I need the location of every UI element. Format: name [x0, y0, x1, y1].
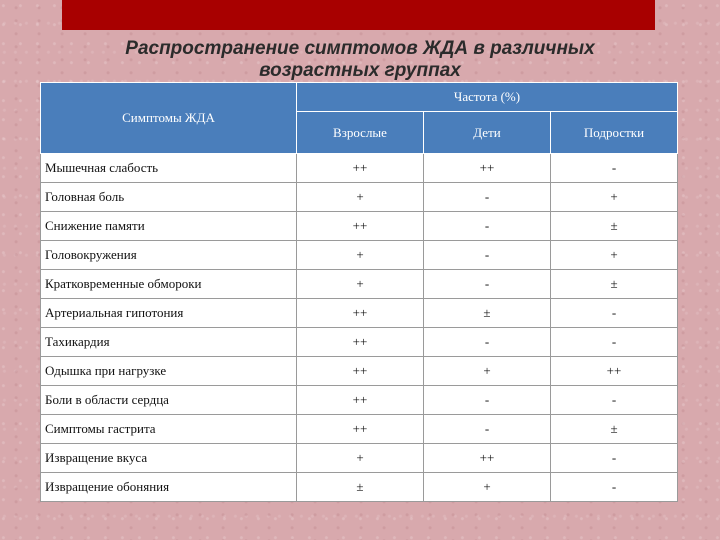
top-accent-bar: [62, 0, 655, 30]
symptoms-table-container: [40, 82, 678, 503]
frequency-cell-teens: +: [551, 183, 678, 212]
frequency-cell-teens: ±: [551, 212, 678, 241]
symptoms-table: [40, 82, 678, 502]
frequency-cell-adults: ++: [297, 357, 424, 386]
frequency-cell-children: -: [424, 386, 551, 415]
table-row: [41, 473, 678, 502]
age-group-header-children: Дети: [424, 112, 551, 154]
table-row: [41, 444, 678, 473]
age-group-header-teens: Подростки: [551, 112, 678, 154]
frequency-cell-children: -: [424, 415, 551, 444]
age-group-header-adults: Взрослые: [297, 112, 424, 154]
frequency-cell-teens: ++: [551, 357, 678, 386]
table-row: [41, 328, 678, 357]
symptom-cell: Кратковременные обмороки: [41, 270, 297, 299]
symptom-cell: Снижение памяти: [41, 212, 297, 241]
frequency-cell-adults: ++: [297, 328, 424, 357]
table-row: [41, 415, 678, 444]
symptom-cell: Мышечная слабость: [41, 154, 297, 183]
slide-title: [60, 38, 660, 82]
frequency-cell-teens: -: [551, 386, 678, 415]
frequency-cell-adults: ++: [297, 386, 424, 415]
frequency-cell-children: -: [424, 328, 551, 357]
frequency-cell-adults: ++: [297, 154, 424, 183]
title-line-2: возрастных группах: [259, 60, 461, 81]
frequency-cell-children: ±: [424, 299, 551, 328]
frequency-cell-teens: +: [551, 241, 678, 270]
symptom-cell: Тахикардия: [41, 328, 297, 357]
frequency-cell-children: +: [424, 473, 551, 502]
frequency-cell-adults: +: [297, 444, 424, 473]
frequency-header: Частота (%): [297, 83, 678, 112]
symptom-cell: Одышка при нагрузке: [41, 357, 297, 386]
table-row: [41, 299, 678, 328]
frequency-cell-children: -: [424, 241, 551, 270]
frequency-cell-children: ++: [424, 154, 551, 183]
table-row: [41, 386, 678, 415]
frequency-cell-teens: -: [551, 328, 678, 357]
frequency-cell-teens: ±: [551, 270, 678, 299]
frequency-cell-adults: +: [297, 241, 424, 270]
frequency-cell-children: ++: [424, 444, 551, 473]
symptom-cell: Извращение вкуса: [41, 444, 297, 473]
symptom-cell: Симптомы гастрита: [41, 415, 297, 444]
frequency-cell-teens: ±: [551, 415, 678, 444]
frequency-cell-teens: -: [551, 473, 678, 502]
title-line-1: Распространение симптомов ЖДА в различных: [125, 38, 595, 59]
frequency-cell-children: -: [424, 270, 551, 299]
table-row: [41, 154, 678, 183]
symptom-cell: Извращение обоняния: [41, 473, 297, 502]
table-body: [41, 154, 678, 502]
frequency-cell-children: +: [424, 357, 551, 386]
frequency-cell-children: -: [424, 183, 551, 212]
table-row: [41, 357, 678, 386]
table-row: [41, 241, 678, 270]
table-row: [41, 212, 678, 241]
frequency-cell-adults: ++: [297, 212, 424, 241]
symptom-cell: Головокружения: [41, 241, 297, 270]
frequency-cell-adults: +: [297, 270, 424, 299]
table-row: [41, 270, 678, 299]
table-row: [41, 183, 678, 212]
frequency-cell-teens: -: [551, 299, 678, 328]
frequency-cell-adults: ++: [297, 299, 424, 328]
frequency-cell-adults: +: [297, 183, 424, 212]
frequency-cell-teens: -: [551, 444, 678, 473]
symptom-cell: Артериальная гипотония: [41, 299, 297, 328]
frequency-cell-teens: -: [551, 154, 678, 183]
symptom-cell: Боли в области сердца: [41, 386, 297, 415]
frequency-cell-children: -: [424, 212, 551, 241]
frequency-cell-adults: ±: [297, 473, 424, 502]
frequency-cell-adults: ++: [297, 415, 424, 444]
symptom-column-header: Симптомы ЖДА: [41, 83, 297, 154]
symptom-cell: Головная боль: [41, 183, 297, 212]
